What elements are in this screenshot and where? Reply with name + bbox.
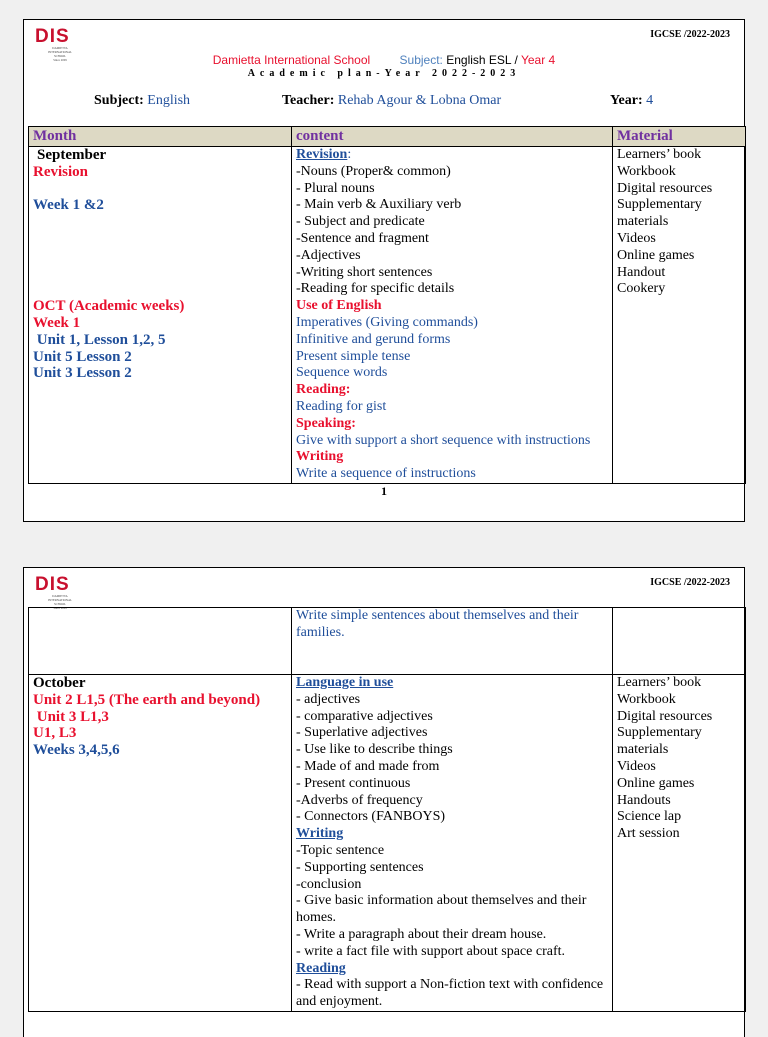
list-item: Present simple tense [296, 348, 411, 364]
writing-heading: Writing [296, 826, 344, 842]
unit1-label: Unit 1, Lesson 1,2, 5 [33, 331, 166, 348]
meta-year: Year: 4 [610, 93, 654, 108]
page-number: 1 [381, 484, 387, 498]
material-item: Supplementary materials [617, 197, 702, 230]
school-name: Damietta International School [212, 53, 371, 67]
unit2-label: Unit 2 L1,5 (The earth and beyond) [33, 691, 261, 708]
logo-mark: DIS [35, 26, 70, 47]
material-cell [613, 675, 746, 1012]
material-item: Cookery [617, 281, 666, 297]
week1-label: Week 1 [33, 314, 81, 331]
list-item: -Adverbs of frequency [296, 792, 423, 808]
revision-heading: Revision: [296, 147, 352, 162]
use-of-english-heading: Use of English [296, 298, 382, 314]
material-item: Learners’ book [617, 147, 702, 162]
speaking-heading: Speaking: [296, 415, 356, 431]
month-cell [29, 608, 292, 675]
unit3-label: Unit 3 L1,3 [33, 708, 109, 725]
table-row [29, 147, 746, 484]
material-item: Videos [617, 758, 656, 774]
material-item: Online games [617, 247, 695, 263]
material-item: Digital resources [617, 708, 713, 724]
revision-label: Revision [33, 163, 89, 180]
list-item: Infinitive and gerund forms [296, 331, 451, 347]
list-item: -Adjectives [296, 247, 361, 263]
list-item: - Made of and made from [296, 758, 440, 774]
logo-subtext: DAMIETTA INTERNATIONAL SCHOOL Since 2009 [48, 594, 72, 610]
list-item: Write a sequence of instructions [296, 466, 476, 482]
igcse-label: IGCSE /2022-2023 [650, 577, 730, 588]
page-1 [23, 19, 745, 522]
year-value: Year 4 [520, 53, 556, 67]
list-item: -Sentence and fragment [296, 230, 429, 246]
content-cell [292, 147, 613, 484]
list-item: -Reading for specific details [296, 281, 455, 297]
logo-subtext: DAMIETTA INTERNATIONAL SCHOOL Since 2009 [48, 46, 72, 62]
list-item: Reading for gist [296, 398, 387, 414]
list-item: - Read with support a Non-fiction text with confidence and enjoyment. [296, 977, 604, 1010]
page-2 [23, 567, 745, 1037]
list-item: -Writing short sentences [296, 264, 433, 280]
list-item: Sequence words [296, 365, 388, 381]
list-item: - Supporting sentences [296, 859, 424, 875]
material-item: Workbook [617, 163, 676, 179]
list-item: - Write a paragraph about their dream house. [296, 926, 547, 942]
list-item: Give with support a short sequence with instructions [296, 432, 591, 448]
material-item: Supplementary materials [617, 725, 702, 758]
plan-table-1 [28, 126, 746, 484]
material-item: Handout [617, 264, 666, 280]
list-item: - Give basic information about themselves and their homes. [296, 893, 587, 926]
material-item: Art session [617, 826, 680, 842]
material-item: Online games [617, 775, 695, 791]
material-item: Handouts [617, 792, 671, 808]
reading-heading: Reading: [296, 382, 351, 398]
header-month: Month [29, 127, 292, 147]
subject-label: Subject: [399, 53, 443, 67]
writing-heading: Writing [296, 449, 344, 465]
weeks-label: Week 1 &2 [33, 197, 104, 214]
language-heading: Language in use [296, 675, 394, 690]
material-item: Science lap [617, 809, 682, 825]
content-cell [292, 608, 613, 675]
logo-mark: DIS [35, 574, 70, 595]
table-row [29, 675, 746, 1012]
header-content: content [292, 127, 613, 147]
meta-teacher: Teacher: Rehab Agour & Lobna Omar [282, 93, 502, 108]
list-item: - Use like to describe things [296, 742, 453, 758]
list-item: - Present continuous [296, 775, 411, 791]
unit5-label: Unit 5 Lesson 2 [33, 348, 132, 365]
list-item: - Main verb & Auxiliary verb [296, 197, 462, 213]
list-item: - Superlative adjectives [296, 725, 428, 741]
list-item: - Subject and predicate [296, 214, 425, 230]
unit3-label: Unit 3 Lesson 2 [33, 365, 132, 382]
continued-text: Write simple sentences about themselves and their families. [296, 608, 579, 640]
material-cell [613, 608, 746, 675]
header-material: Material [613, 127, 746, 147]
reading-heading: Reading [296, 960, 346, 976]
list-item: - write a fact file with support about space craft. [296, 943, 566, 959]
school-line [24, 53, 744, 67]
table-row [29, 608, 746, 675]
igcse-label: IGCSE /2022-2023 [650, 29, 730, 40]
plan-title: Academic plan-Year 2022-2023 [247, 68, 521, 79]
subject-value: English ESL [446, 53, 512, 67]
month-title: October [33, 675, 86, 691]
content-cell [292, 675, 613, 1012]
material-cell [613, 147, 746, 484]
list-item: Imperatives (Giving commands) [296, 314, 478, 330]
slash: / [511, 53, 521, 67]
material-item: Learners’ book [617, 675, 702, 690]
list-item: - Plural nouns [296, 180, 375, 196]
list-item: -Topic sentence [296, 842, 385, 858]
school-logo [35, 576, 95, 610]
table-header-row [29, 127, 746, 147]
list-item: - adjectives [296, 691, 361, 707]
u1-label: U1, L3 [33, 725, 77, 742]
weeks-label: Weeks 3,4,5,6 [33, 742, 120, 759]
month-title: September [37, 147, 107, 163]
list-item: - Connectors (FANBOYS) [296, 809, 446, 825]
list-item: - comparative adjectives [296, 708, 433, 724]
material-item: Workbook [617, 691, 676, 707]
oct-label: OCT (Academic weeks) [33, 298, 185, 315]
month-cell [29, 147, 292, 484]
material-item: Digital resources [617, 180, 713, 196]
month-cell [29, 675, 292, 1012]
list-item: -Nouns (Proper& common) [296, 163, 451, 179]
plan-table-2 [28, 607, 746, 1012]
material-item: Videos [617, 230, 656, 246]
meta-subject: Subject: English [94, 93, 191, 108]
list-item: -conclusion [296, 876, 362, 892]
